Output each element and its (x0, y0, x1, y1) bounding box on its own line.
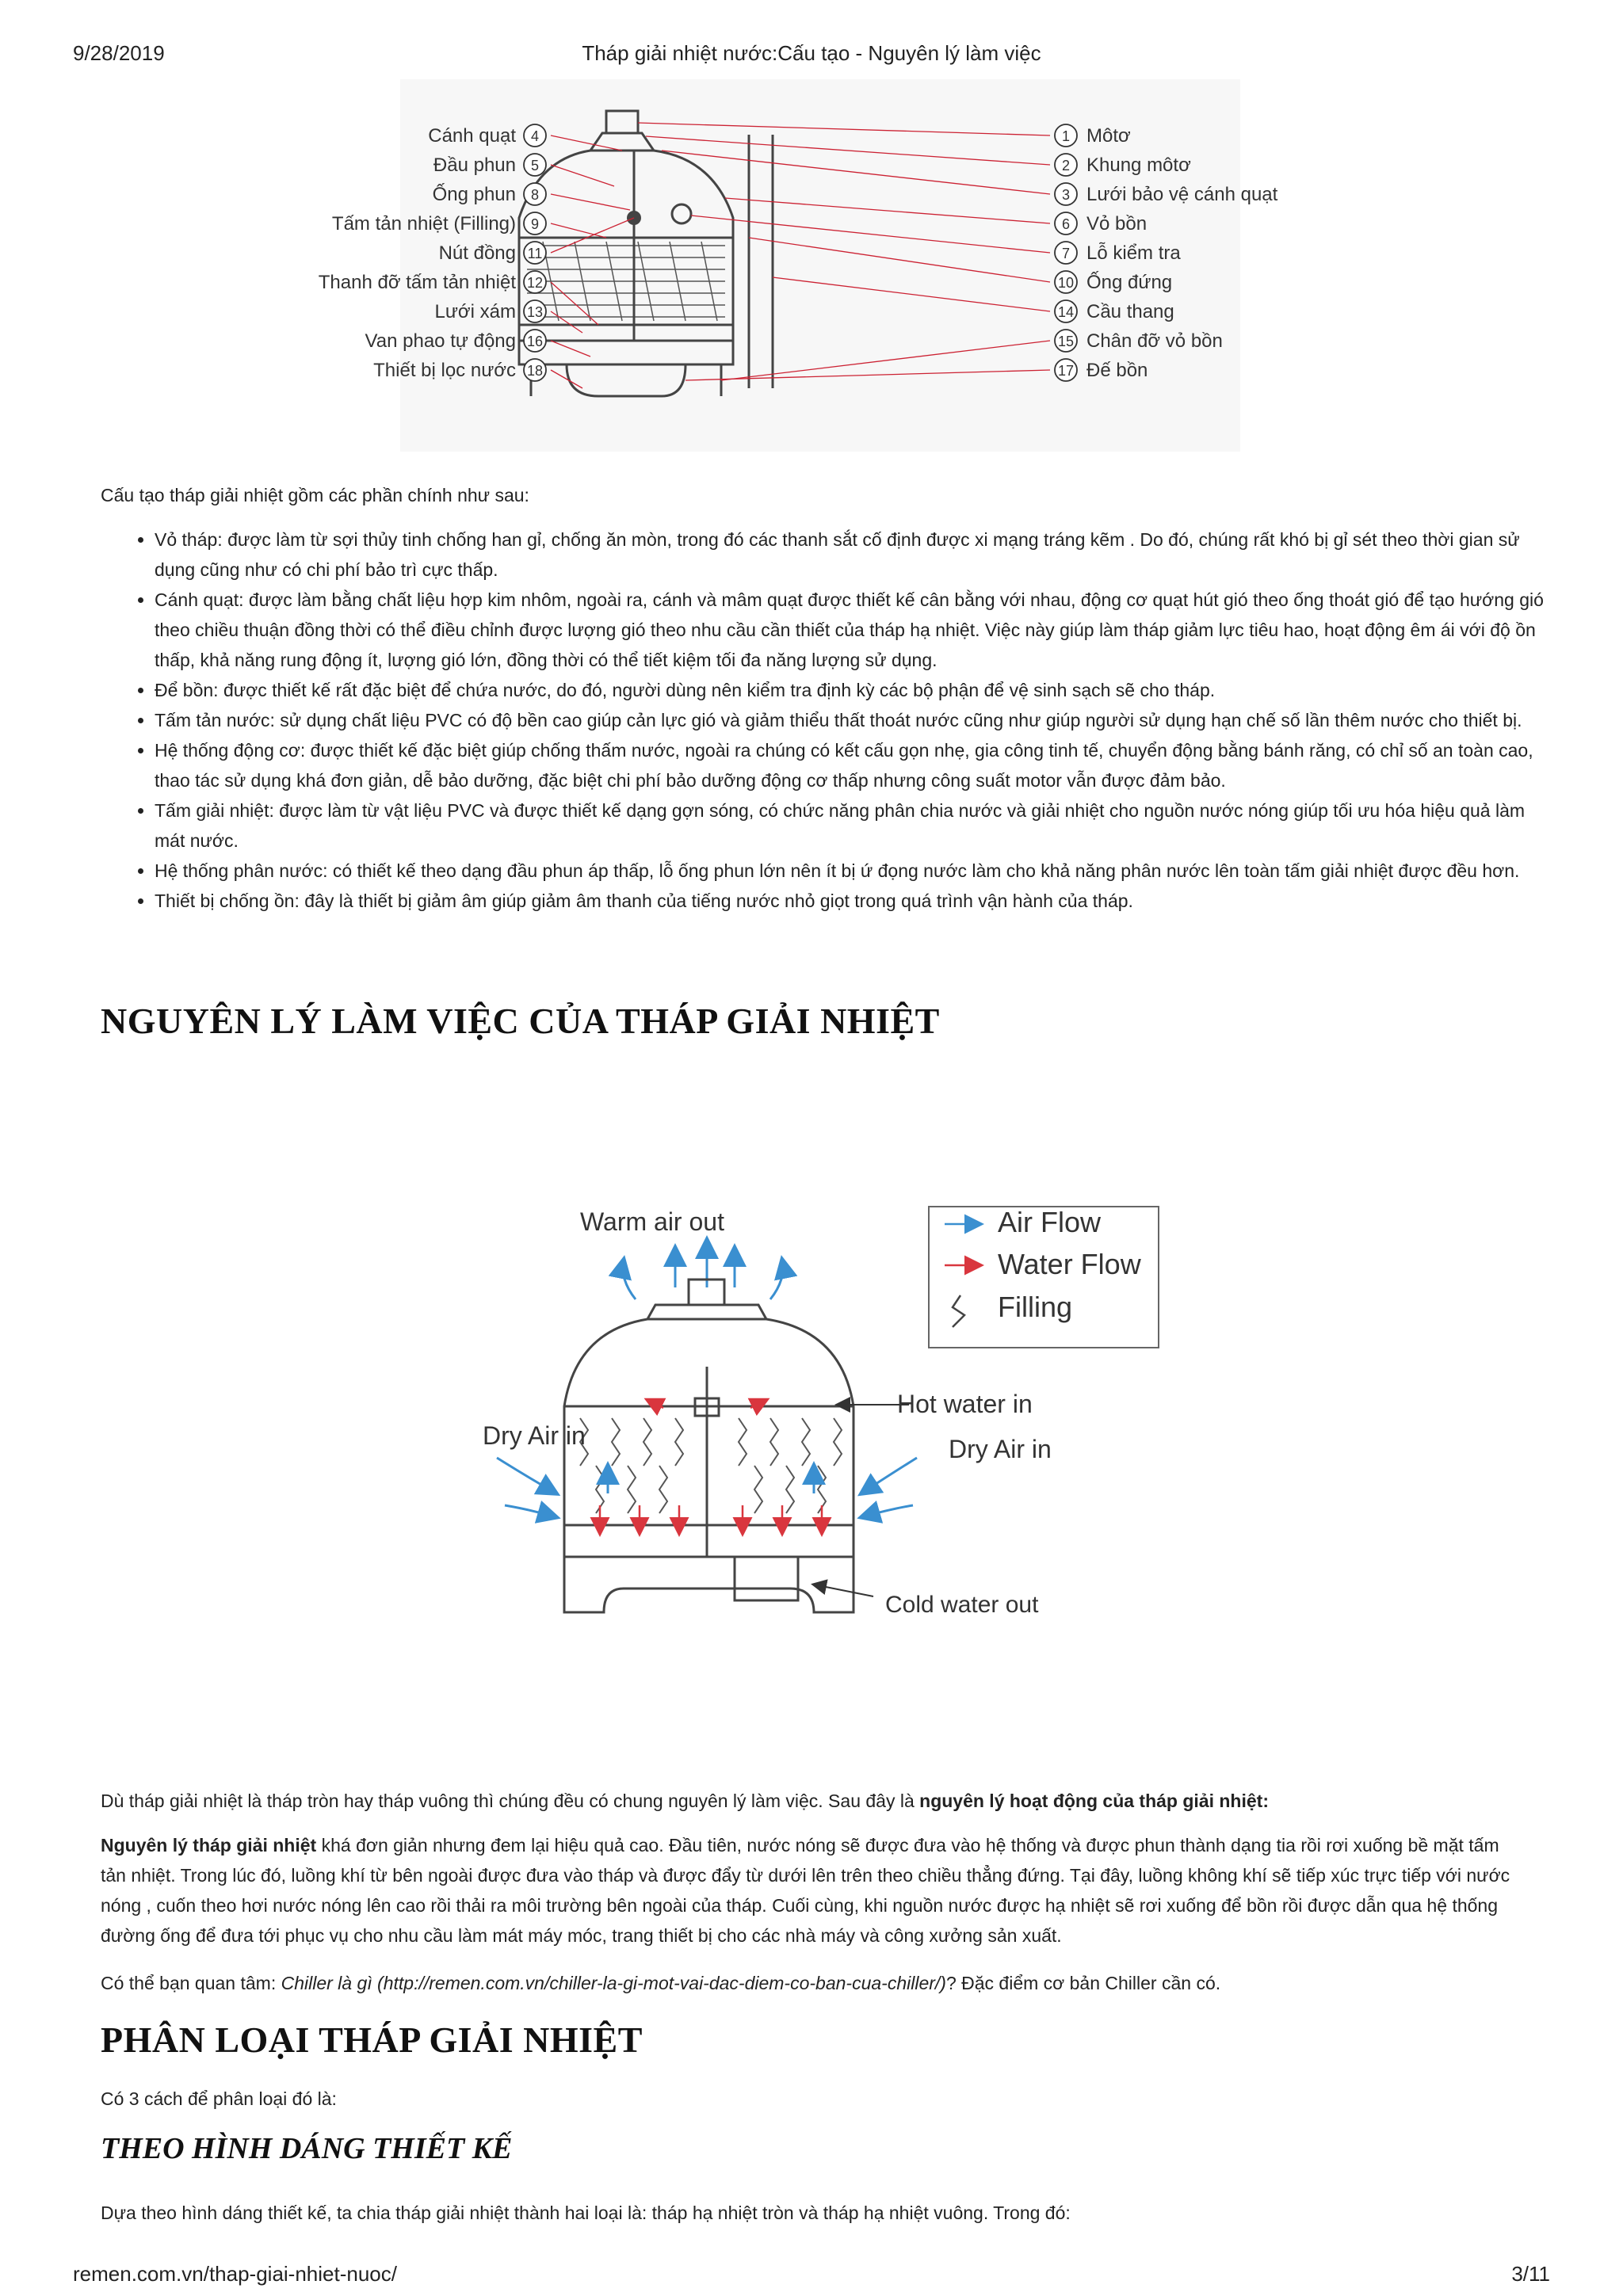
list-item: • Thiết bị chống ồn: đây là thiết bị giảm âm giúp giảm âm thanh của tiếng nước nhỏ giọt trong quá trình vận hành của tháp. (155, 886, 1557, 916)
part-number: 4 (530, 128, 540, 144)
part-label: Ống đứng (1086, 272, 1173, 293)
legend-air-label: Air Flow (998, 1206, 1102, 1238)
print-title: Tháp giải nhiệt nước:Cấu tạo - Nguyên lý làm việc (582, 41, 1041, 65)
tower-structure-diagram (318, 79, 1278, 452)
list-item: • Hệ thống phân nước: có thiết kế theo dạng đầu phun áp thấp, lỗ ống phun lớn nên ít bị ứ đọng nước làm cho khả năng phân nước lên toàn tấm giải nhiệt được đều hơn. (155, 856, 1557, 886)
list-item: • Để bồn: được thiết kế rất đặc biệt để chứa nước, do đó, người dùng nên kiểm tra định kỳ các bộ phận để vệ sinh sạch sẽ cho tháp. (155, 675, 1557, 705)
principle-intro-bold: nguyên lý hoạt động của tháp giải nhiệt: (919, 1791, 1269, 1811)
heading-classification: PHÂN LOẠI THÁP GIẢI NHIỆT (101, 2019, 643, 2060)
part-number: 16 (526, 334, 544, 349)
working-principle-diagram (473, 1192, 1163, 1620)
part-label: Nút đồng (438, 242, 516, 264)
working-principle-svg (473, 1192, 1163, 1620)
component-list (123, 524, 1557, 916)
page-number: 3/11 (1511, 2262, 1550, 2286)
part-label: Lưới bảo vệ cánh quạt (1086, 184, 1278, 205)
part-number: 10 (1057, 275, 1075, 291)
legend-water-label: Water Flow (998, 1248, 1141, 1280)
part-label: Vỏ bồn (1086, 213, 1148, 235)
list-item: • Vỏ tháp: được làm từ sợi thủy tinh chống han gỉ, chống ăn mòn, trong đó các thanh sắt cố định được xi mạng tráng kẽm . Do đó, chúng rất khó bị gỉ sét theo thời gian sử dụng cũng như có chi phí bảo trì cực thấp. (155, 524, 1557, 585)
part-label: Chân đỡ vỏ bồn (1086, 330, 1223, 352)
part-number: 8 (530, 187, 540, 203)
related-suffix: ? Đặc điểm cơ bản Chiller cần có. (945, 1973, 1221, 1993)
part-label: Thiết bị lọc nước (373, 360, 516, 381)
heading-by-shape: THEO HÌNH DÁNG THIẾT KẾ (101, 2132, 513, 2165)
related-prefix: Có thể bạn quan tâm: (101, 1973, 281, 1993)
part-label: Lỗ kiểm tra (1086, 242, 1181, 264)
print-date: 9/28/2019 (73, 41, 165, 65)
dry-air-right-label: Dry Air in (949, 1435, 1052, 1463)
part-number: 12 (526, 275, 544, 291)
tower-structure-svg (318, 79, 1278, 452)
part-number: 18 (526, 363, 544, 379)
print-url: remen.com.vn/thap-giai-nhiet-nuoc/ (73, 2262, 397, 2286)
part-number: 2 (1061, 158, 1071, 174)
list-item: • Tấm giải nhiệt: được làm từ vật liệu PVC và được thiết kế dạng gợn sóng, có chức năng phân chia nước và giải nhiệt cho nguồn nước nóng giúp tối ưu hóa hiệu quả làm mát nước. (155, 795, 1557, 856)
chiller-link[interactable]: Chiller là gì (http://remen.com.vn/chiller-la-gi-mot-vai-dac-diem-co-ban-cua-chiller/) (281, 1973, 946, 1993)
principle-text: khá đơn giản nhưng đem lại hiệu quả cao. Đầu tiên, nước nóng sẽ được đưa vào hệ thống và được phun thành dạng tia rồi rơi xuống bề mặt tấm tản nhiệt. Trong lúc đó, luồng khí từ bên ngoài được đưa vào tháp và được đẩy từ dưới lên trên theo chiều thẳng đứng. Tại đây, luồng không khí sẽ tiếp xúc trực tiếp với nước nóng , cuốn theo hơi nước nóng lên cao rồi thải ra môi trường bên ngoài của tháp. Cuối cùng, khi nguồn nước được hạ nhiệt sẽ rơi xuống để bồn rồi được dẫn qua hệ thống đường ống để đưa tới phục vụ cho nhu cầu làm mát máy móc, trang thiết bị cho các nhà máy và công xưởng sản xuất. (101, 1835, 1510, 1946)
cold-water-out-label: Cold water out (885, 1592, 1039, 1618)
part-number: 14 (1057, 304, 1075, 320)
part-label: Lưới xám (434, 301, 516, 322)
part-number: 15 (1057, 334, 1075, 349)
heading-working-principle: NGUYÊN LÝ LÀM VIỆC CỦA THÁP GIẢI NHIỆT (101, 1001, 940, 1041)
part-label: Van phao tự động (365, 330, 516, 352)
right-labels (1055, 124, 1278, 381)
dry-air-left-label: Dry Air in (483, 1421, 586, 1450)
list-item: • Tấm tản nước: sử dụng chất liệu PVC có độ bền cao giúp cản lực gió và giảm thiểu thất thoát nước cũng như giúp người sử dụng hạn chế số lần thêm nước cho thiết bị. (155, 705, 1557, 735)
classification-intro: Có 3 cách để phân loại đó là: (101, 2088, 337, 2109)
related-paragraph (101, 1968, 1523, 1998)
part-number: 1 (1061, 128, 1071, 144)
warm-air-out-label: Warm air out (580, 1207, 724, 1236)
intro-text: Cấu tạo tháp giải nhiệt gồm các phần chính như sau: (101, 485, 529, 505)
part-label: Ống phun (432, 184, 516, 205)
principle-intro-paragraph (101, 1786, 1523, 1816)
principle-paragraph (101, 1830, 1523, 1951)
part-label: Môtơ (1086, 125, 1131, 147)
part-number: 13 (526, 304, 544, 320)
principle-intro-text: Dù tháp giải nhiệt là tháp tròn hay tháp vuông thì chúng đều có chung nguyên lý làm việc. Sau đây là (101, 1791, 920, 1811)
part-number: 6 (1061, 216, 1071, 232)
part-label: Thanh đỡ tấm tản nhiệt (318, 272, 516, 293)
part-number: 9 (530, 216, 540, 232)
list-item: • Hệ thống động cơ: được thiết kế đặc biệt giúp chống thấm nước, ngoài ra chúng có kết cấu gọn nhẹ, gia công tinh tế, chuyển động bằng bánh răng, có chỉ số an toàn cao, thao tác sử dụng khá đơn giản, dễ bảo dưỡng, đặc biệt chi phí bảo dưỡng động cơ thấp nhưng công suất motor vẫn được đảm bảo. (155, 735, 1557, 795)
by-shape-paragraph: Dựa theo hình dáng thiết kế, ta chia tháp giải nhiệt thành hai loại là: tháp hạ nhiệt tròn và tháp hạ nhiệt vuông. Trong đó: (101, 2203, 1071, 2223)
part-label: Đầu phun (433, 154, 516, 176)
hot-water-in-label: Hot water in (897, 1390, 1033, 1418)
part-label: Tấm tản nhiệt (Filling) (331, 213, 516, 235)
part-number: 7 (1061, 246, 1071, 261)
part-label: Khung môtơ (1086, 154, 1191, 176)
list-item: • Cánh quạt: được làm bằng chất liệu hợp kim nhôm, ngoài ra, cánh và mâm quạt được thiết kế cân bằng với nhau, động cơ quạt hút gió theo ống thoát gió để tạo hướng gió theo chiều thuận đồng thời có thể điều chỉnh được lượng gió theo nhu cầu cần thiết của tháp hạ nhiệt. Việc này giúp làm tháp giảm lực tiêu hao, hoạt động êm ái với độ ồn thấp, khả năng rung động ít, lượng gió lớn, đồng thời có thể tiết kiệm tối đa năng lượng sử dụng. (155, 585, 1557, 675)
part-number: 5 (530, 158, 540, 174)
part-label: Đế bồn (1086, 360, 1148, 381)
part-number: 11 (527, 246, 543, 261)
part-label: Cầu thang (1086, 301, 1174, 322)
part-number: 17 (1057, 363, 1075, 379)
principle-bold: Nguyên lý tháp giải nhiệt (101, 1835, 317, 1855)
legend-filling-label: Filling (998, 1291, 1073, 1323)
part-number: 3 (1061, 187, 1071, 203)
part-label: Cánh quạt (428, 125, 516, 147)
